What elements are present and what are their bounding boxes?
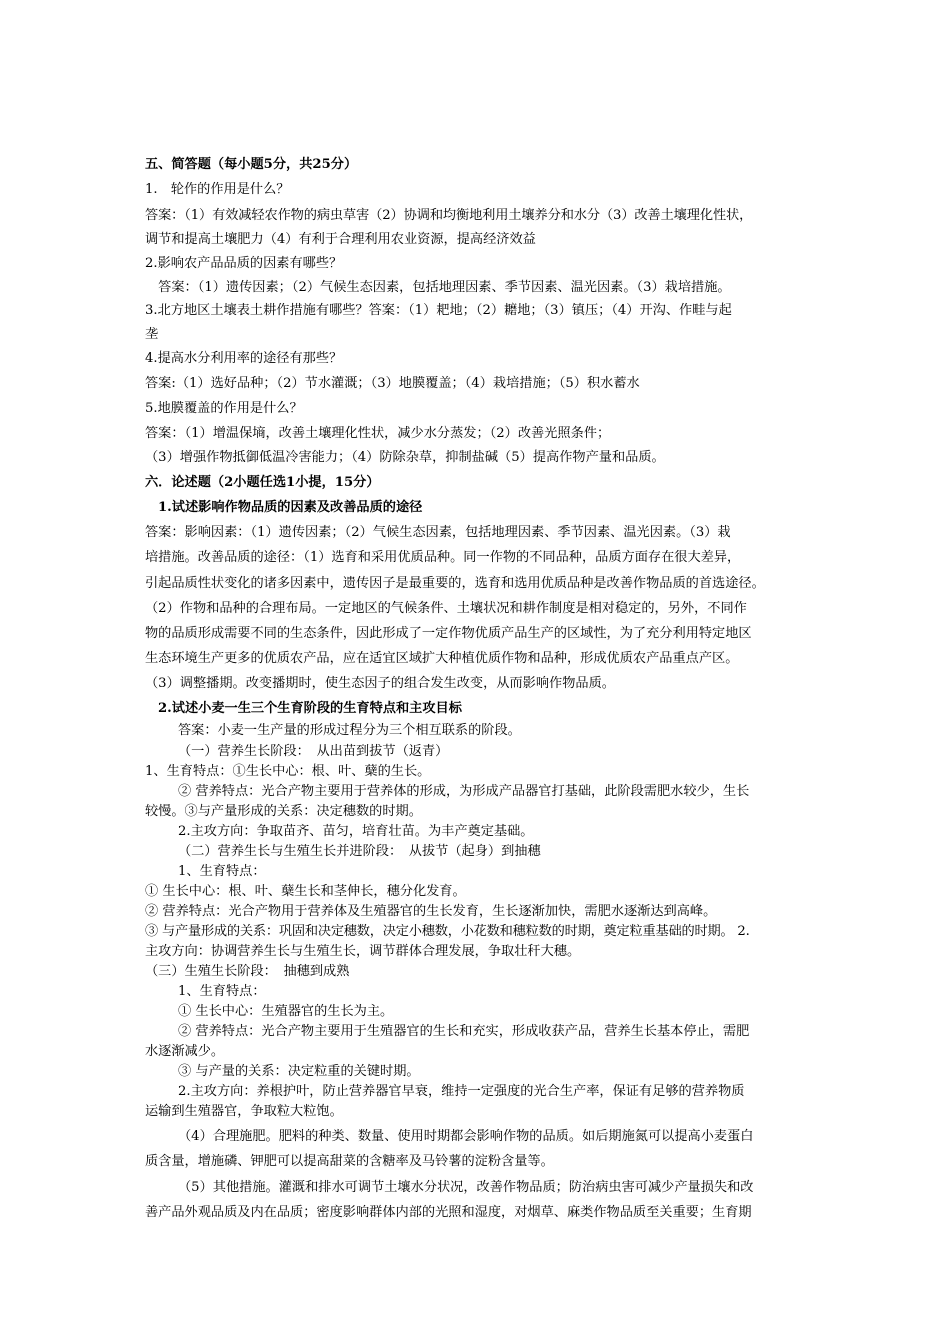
question-3-line-2: 垄 [145,327,159,342]
essay-2-line-12: 主攻方向：协调营养生长与生殖生长，调节群体合理发展，争取壮秆大穗。 [145,944,581,959]
essay-2-line-13: （三）生殖生长阶段： 抽穗到成熟 [145,964,350,979]
question-5: 5.地膜覆盖的作用是什么？ [145,401,303,416]
essay-1-line-5: 物的品质形成需要不同的生态条件，因此形成了一定作物优质产品生产的区域性，为了充分利用特定地区 [145,626,752,641]
essay-2-line-17: 水逐渐减少。 [145,1044,225,1059]
essay-2-line-16: ② 营养特点：光合产物主要用于生殖器官的生长和充实，形成收获产品，营养生长基本停止，需肥 [178,1024,750,1039]
essay-1-line-6: 生态环境生产更多的优质农产品，应在适宜区域扩大种植优质作物和品种，形成优质农产品重点产区。 [145,651,739,666]
question-3-line-1: 3.北方地区土壤表土耕作措施有哪些？答案：（1）耙地；（2）耱地；（3）镇压；（4）开沟、作畦与起 [145,303,732,318]
essay-1-cont-line-3: （5）其他措施。灌溉和排水可调节土壤水分状况，改善作物品质；防治病虫害可减少产量损失和改 [178,1180,754,1195]
question-1: 1. 轮作的作用是什么？ [145,182,290,197]
essay-2-line-7: （二）营养生长与生殖生长并进阶段： 从拔节（起身）到抽穗 [178,844,541,859]
essay-2-line-10: ② 营养特点：光合产物用于营养体及生殖器官的生长发育，生长逐渐加快，需肥水逐渐达到高峰。 [145,904,717,919]
answer-5-line-1: 答案：（1）增温保墒，改善土壤理化性状，减少水分蒸发；（2）改善光照条件； [145,426,611,441]
essay-2-line-3: 1、生育特点：①生长中心：根、叶、蘖的生长。 [145,764,431,779]
essay-1-line-7: （3）调整播期。改变播期时，使生态因子的组合发生改变，从而影响作物品质。 [145,676,615,691]
essay-2-line-6: 2.主攻方向：争取苗齐、苗匀，培育壮苗。为丰产奠定基础。 [178,824,534,839]
essay-1-cont-line-4: 善产品外观品质及内在品质；密度影响群体内部的光照和湿度，对烟草、麻类作物品质至关重要；生育期 [145,1205,752,1220]
question-2: 2.影响农产品品质的因素有哪些？ [145,256,343,271]
essay-2-line-8: 1、生育特点： [178,864,266,879]
answer-1-line-1: 答案：（1）有效减轻农作物的病虫草害（2）协调和均衡地利用土壤养分和水分（3）改善土壤理化性状， [145,208,753,223]
essay-2-title: 2.试述小麦一生三个生育阶段的生育特点和主攻目标 [158,701,462,716]
essay-2-line-15: ① 生长中心：生殖器官的生长为主。 [178,1004,394,1019]
essay-2-line-4: ② 营养特点：光合产物主要用于营养体的形成，为形成产品器官打基础，此阶段需肥水较少，生长 [178,784,750,799]
essay-2-line-5: 较慢。③与产量形成的关系：决定穗数的时期。 [145,804,422,819]
essay-2-line-1: 答案：小麦一生产量的形成过程分为三个相互联系的阶段。 [178,723,521,738]
essay-2-line-9: ① 生长中心：根、叶、蘖生长和茎伸长，穗分化发育。 [145,884,466,899]
essay-1-title: 1.试述影响作物品质的因素及改善品质的途径 [158,500,423,515]
essay-1-line-2: 培措施。改善品质的途径：（1）选育和采用优质品种。同一作物的不同品种，品质方面存在很大差异， [145,550,741,565]
essay-1-line-4: （2）作物和品种的合理布局。一定地区的气候条件、土壤状况和耕作制度是相对稳定的，另外，不同作 [145,601,747,616]
essay-1-line-3: 引起品质性状变化的诸多因素中，遗传因子是最重要的，选育和选用优质品种是改善作物品质的首选途径。 [145,576,765,591]
answer-5-line-2: （3）增强作物抵御低温冷害能力；（4）防除杂草，抑制盐碱（5）提高作物产量和品质。 [145,450,665,465]
essay-1-line-1: 答案：影响因素：（1）遗传因素；（2）气候生态因素，包括地理因素、季节因素、温光因素。（3）栽 [145,525,731,540]
question-4: 4.提高水分利用率的途径有那些？ [145,351,343,366]
answer-4: 答案:（1）选好品种；（2）节水灌溉；（3）地膜覆盖；（4）栽培措施；（5）积水蓄水 [145,376,640,391]
essay-2-line-18: ③ 与产量的关系：决定粒重的关键时期。 [178,1064,420,1079]
essay-2-line-14: 1、生育特点： [178,984,266,999]
answer-1-line-2: 调节和提高土壤肥力（4）有利于合理利用农业资源，提高经济效益 [145,232,536,247]
essay-1-cont-line-1: （4）合理施肥。肥料的种类、数量、使用时期都会影响作物的品质。如后期施氮可以提高小麦蛋白 [178,1129,754,1144]
answer-2: 答案：（1）遗传因素；（2）气候生态因素，包括地理因素、季节因素、温光因素。（3）栽培措施。 [145,280,731,295]
essay-1-cont-line-2: 质含量，增施磷、钾肥可以提高甜菜的含糖率及马铃薯的淀粉含量等。 [145,1154,554,1169]
section-5-heading: 五、简答题（每小题5分，共25分） [145,157,358,172]
section-6-heading: 六．论述题（2小题任选1小提，15分） [145,475,380,490]
essay-2-line-2: （一）营养生长阶段： 从出苗到拔节（返青） [178,744,449,759]
essay-2-line-20: 运输到生殖器官，争取粒大粒饱。 [145,1104,343,1119]
essay-2-line-19: 2.主攻方向：养根护叶，防止营养器官早衰，维持一定强度的光合生产率，保证有足够的营养物质 [178,1084,745,1099]
essay-2-line-11: ③ 与产量形成的关系：巩固和决定穗数，决定小穗数，小花数和穗粒数的时期，奠定粒重基础的时期。 2. [145,924,750,939]
